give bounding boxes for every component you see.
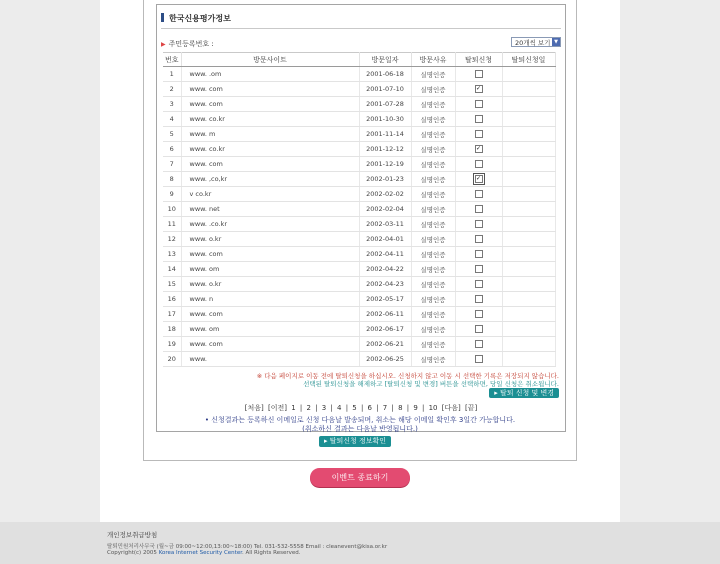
withdraw-checkbox[interactable]: ✓ — [475, 175, 482, 182]
apply-change-button[interactable]: ▸ 탈퇴 신청 및 변경 — [489, 388, 559, 398]
table-row — [163, 337, 555, 352]
table-row — [163, 277, 555, 292]
confirm-info-label: 탈퇴신청 정보확인 — [329, 437, 387, 445]
row-number: 6 — [163, 142, 181, 157]
row-number: 18 — [163, 322, 181, 337]
pager-last[interactable]: [끝] — [464, 404, 478, 412]
visit-site: www. com — [181, 337, 359, 352]
copyright — [107, 550, 300, 556]
visit-reason: 실명인증 — [411, 352, 455, 367]
row-number: 14 — [163, 262, 181, 277]
visit-reason: 실명인증 — [411, 187, 455, 202]
withdraw-checkbox[interactable] — [475, 205, 483, 213]
visit-reason: 실명인증 — [411, 97, 455, 112]
visit-site: www. — [181, 352, 359, 367]
visit-reason: 실명인증 — [411, 67, 455, 82]
table-row — [163, 217, 555, 232]
row-number: 7 — [163, 157, 181, 172]
withdraw-date — [502, 82, 555, 97]
resident-number-label — [161, 39, 214, 49]
withdraw-checkbox[interactable] — [475, 235, 483, 243]
confirm-info-button[interactable]: ▸ 탈퇴신청 정보확인 — [319, 436, 391, 447]
withdraw-checkbox[interactable] — [475, 70, 483, 78]
withdraw-date — [502, 217, 555, 232]
withdraw-checkbox[interactable]: ✓ — [475, 85, 482, 92]
column-header: 방문일자 — [359, 53, 411, 67]
withdraw-checkbox[interactable]: ✓ — [475, 145, 482, 152]
withdraw-date — [502, 172, 555, 187]
visit-site: www. co.kr — [181, 112, 359, 127]
withdraw-cell — [455, 67, 502, 82]
pager-next[interactable]: [다음] — [441, 404, 461, 412]
visit-date: 2002-04-23 — [359, 277, 411, 292]
pager-pages[interactable]: 1 | 2 | 3 | 4 | 5 | 6 | 7 | 8 | 9 | 10 — [291, 404, 438, 412]
withdraw-checkbox[interactable] — [475, 295, 483, 303]
withdraw-checkbox[interactable] — [475, 190, 483, 198]
view-count-value: 20개씩 보기 — [515, 39, 551, 47]
apply-change-label: 탈퇴 신청 및 변경 — [499, 389, 554, 397]
withdraw-cell — [455, 187, 502, 202]
visit-reason: 실명인증 — [411, 217, 455, 232]
visit-site: www. com — [181, 82, 359, 97]
row-number: 1 — [163, 67, 181, 82]
row-number: 2 — [163, 82, 181, 97]
pager-first[interactable]: [처음] — [244, 404, 264, 412]
table-row — [163, 127, 555, 142]
withdraw-date — [502, 247, 555, 262]
visit-site: www. net — [181, 202, 359, 217]
withdraw-date — [502, 67, 555, 82]
table-row — [163, 247, 555, 262]
table-row — [163, 322, 555, 337]
view-count-select[interactable] — [511, 37, 561, 47]
triangle-icon: ▶ — [161, 41, 166, 48]
column-header: 방문사유 — [411, 53, 455, 67]
table-row — [163, 202, 555, 217]
visit-date: 2002-04-22 — [359, 262, 411, 277]
content-frame — [143, 0, 577, 461]
withdraw-date — [502, 322, 555, 337]
resident-number-text: 주민등록번호 : — [168, 40, 214, 48]
table-row — [163, 352, 555, 367]
table-row — [163, 97, 555, 112]
contact-info: 탈퇴민원처리사무국 (월~금 09:00~12:00,13:00~18:00) Tel. 031-532-5558 Email : cleanevent@kisa.or.kr — [107, 544, 388, 550]
withdraw-checkbox[interactable] — [475, 280, 483, 288]
privacy-policy-link[interactable]: 개인정보취급방침 — [107, 531, 158, 539]
withdraw-cell — [455, 97, 502, 112]
visit-reason: 실명인증 — [411, 292, 455, 307]
withdraw-checkbox[interactable] — [475, 100, 483, 108]
withdraw-cell — [455, 247, 502, 262]
withdraw-date — [502, 262, 555, 277]
withdraw-date — [502, 127, 555, 142]
visit-reason: 실명인증 — [411, 337, 455, 352]
withdraw-date — [502, 97, 555, 112]
withdraw-checkbox[interactable] — [475, 115, 483, 123]
panel-title — [161, 13, 231, 24]
visit-site: www. com — [181, 97, 359, 112]
visit-site: www. om — [181, 262, 359, 277]
row-number: 19 — [163, 337, 181, 352]
visit-date: 2001-10-30 — [359, 112, 411, 127]
withdraw-cell — [455, 82, 502, 97]
withdraw-cell — [455, 217, 502, 232]
divider — [161, 28, 561, 29]
table-row — [163, 142, 555, 157]
visit-site: www. m — [181, 127, 359, 142]
visit-site: www. com — [181, 247, 359, 262]
withdraw-checkbox[interactable] — [475, 265, 483, 273]
warning-note: ※ 다음 페이지로 이동 전에 탈퇴신청을 하십시오. 신청하지 않고 이동 시 선택한 기록은 저장되지 않습니다. — [256, 372, 559, 380]
withdraw-cell — [455, 337, 502, 352]
table-row — [163, 232, 555, 247]
row-number: 17 — [163, 307, 181, 322]
cancel-note: 선택된 탈퇴신청을 해제하고 [탈퇴신청 및 변경] 버튼을 선택하면, 당일 신청은 취소됩니다. — [303, 380, 559, 388]
row-number: 9 — [163, 187, 181, 202]
chevron-down-icon[interactable]: ▼ — [552, 38, 560, 46]
visit-date: 2001-07-10 — [359, 82, 411, 97]
visit-site: www. n — [181, 292, 359, 307]
withdraw-checkbox[interactable] — [475, 250, 483, 258]
pagination — [157, 403, 565, 413]
withdraw-checkbox[interactable] — [475, 340, 483, 348]
visit-site: www. co.kr — [181, 142, 359, 157]
column-header: 탈퇴신청 — [455, 53, 502, 67]
withdraw-cell — [455, 262, 502, 277]
visit-date: 2002-01-23 — [359, 172, 411, 187]
withdraw-date — [502, 202, 555, 217]
table-row — [163, 307, 555, 322]
withdraw-checkbox[interactable] — [475, 220, 483, 228]
visit-date: 2002-06-21 — [359, 337, 411, 352]
visit-site: www. com — [181, 157, 359, 172]
visit-reason: 실명인증 — [411, 262, 455, 277]
withdraw-cell — [455, 172, 502, 187]
table-row — [163, 262, 555, 277]
row-number: 3 — [163, 97, 181, 112]
withdraw-checkbox[interactable] — [475, 325, 483, 333]
history-panel — [156, 4, 566, 432]
withdraw-checkbox[interactable] — [475, 355, 483, 363]
withdraw-date — [502, 352, 555, 367]
withdraw-cell — [455, 277, 502, 292]
visit-site: www. ,co,kr — [181, 172, 359, 187]
withdraw-date — [502, 337, 555, 352]
copyright-pre: Copyright(c) 2005 — [107, 550, 159, 556]
table-body — [163, 67, 555, 367]
withdraw-date — [502, 142, 555, 157]
row-number: 4 — [163, 112, 181, 127]
panel-title-text: 한국신용평가정보 — [169, 14, 231, 23]
visit-site: www. om — [181, 322, 359, 337]
visit-reason: 실명인증 — [411, 127, 455, 142]
table-row — [163, 172, 555, 187]
withdraw-date — [502, 187, 555, 202]
withdraw-cell — [455, 322, 502, 337]
withdraw-date — [502, 292, 555, 307]
end-event-button[interactable]: 이벤트 종료하기 — [310, 468, 410, 487]
visit-date: 2002-04-11 — [359, 247, 411, 262]
visit-reason: 실명인증 — [411, 82, 455, 97]
title-bar-icon — [161, 13, 164, 22]
withdraw-checkbox[interactable] — [475, 310, 483, 318]
withdraw-cell — [455, 202, 502, 217]
row-number: 12 — [163, 232, 181, 247]
withdraw-date — [502, 232, 555, 247]
visit-site: v co.kr — [181, 187, 359, 202]
withdraw-cell — [455, 112, 502, 127]
visit-reason: 실명인증 — [411, 157, 455, 172]
copyright-post: . All Rights Reserved. — [241, 550, 301, 556]
table-row — [163, 292, 555, 307]
visit-date: 2002-04-01 — [359, 232, 411, 247]
visit-reason: 실명인증 — [411, 232, 455, 247]
table-row — [163, 82, 555, 97]
visit-date: 2001-12-12 — [359, 142, 411, 157]
visit-date: 2002-02-02 — [359, 187, 411, 202]
column-header: 탈퇴신청일 — [502, 53, 555, 67]
visit-reason: 실명인증 — [411, 112, 455, 127]
copyright-org: Korea Internet Security Center — [158, 550, 242, 556]
withdraw-date — [502, 307, 555, 322]
visit-date: 2001-11-14 — [359, 127, 411, 142]
row-number: 5 — [163, 127, 181, 142]
withdraw-cell — [455, 142, 502, 157]
visit-reason: 실명인증 — [411, 307, 455, 322]
visit-site: www. .om — [181, 67, 359, 82]
pager-prev[interactable]: [이전] — [268, 404, 287, 412]
visit-site: www. o.kr — [181, 232, 359, 247]
withdraw-checkbox[interactable] — [475, 130, 483, 138]
visit-reason: 실명인증 — [411, 142, 455, 157]
table-row — [163, 157, 555, 172]
row-number: 8 — [163, 172, 181, 187]
withdraw-cell — [455, 352, 502, 367]
visit-history-table — [163, 52, 556, 367]
footer — [0, 522, 720, 564]
visit-date: 2002-06-17 — [359, 322, 411, 337]
withdraw-checkbox[interactable] — [475, 160, 483, 168]
visit-site: www. com — [181, 307, 359, 322]
withdraw-cell — [455, 292, 502, 307]
table-header-row — [163, 53, 555, 67]
visit-reason: 실명인증 — [411, 202, 455, 217]
page-background — [100, 0, 620, 522]
visit-reason: 실명인증 — [411, 322, 455, 337]
visit-date: 2002-03-11 — [359, 217, 411, 232]
withdraw-cell — [455, 157, 502, 172]
visit-date: 2002-06-11 — [359, 307, 411, 322]
column-header: 번호 — [163, 53, 181, 67]
row-number: 16 — [163, 292, 181, 307]
table-row — [163, 187, 555, 202]
row-number: 10 — [163, 202, 181, 217]
result-info: • 신청결과는 등록하신 이메일로 신청 다음날 발송되며, 취소는 해당 이메일 확인후 3일간 가능합니다. — [204, 416, 516, 424]
row-number: 15 — [163, 277, 181, 292]
withdraw-date — [502, 157, 555, 172]
visit-reason: 실명인증 — [411, 172, 455, 187]
visit-site: www. o.kr — [181, 277, 359, 292]
visit-date: 2001-12-19 — [359, 157, 411, 172]
visit-date: 2002-05-17 — [359, 292, 411, 307]
table-row — [163, 67, 555, 82]
column-header: 방문사이트 — [181, 53, 359, 67]
withdraw-cell — [455, 307, 502, 322]
visit-reason: 실명인증 — [411, 247, 455, 262]
row-number: 11 — [163, 217, 181, 232]
withdraw-cell — [455, 232, 502, 247]
row-number: 13 — [163, 247, 181, 262]
visit-date: 2001-06-18 — [359, 67, 411, 82]
row-number: 20 — [163, 352, 181, 367]
visit-date: 2001-07-28 — [359, 97, 411, 112]
table-row — [163, 112, 555, 127]
visit-date: 2002-06-25 — [359, 352, 411, 367]
withdraw-date — [502, 277, 555, 292]
result-info-sub: (취소하신 결과는 다음날 반영됩니다.) — [302, 425, 418, 433]
withdraw-cell — [455, 127, 502, 142]
visit-reason: 실명인증 — [411, 277, 455, 292]
visit-site: www. .co.kr — [181, 217, 359, 232]
withdraw-date — [502, 112, 555, 127]
visit-date: 2002-02-04 — [359, 202, 411, 217]
